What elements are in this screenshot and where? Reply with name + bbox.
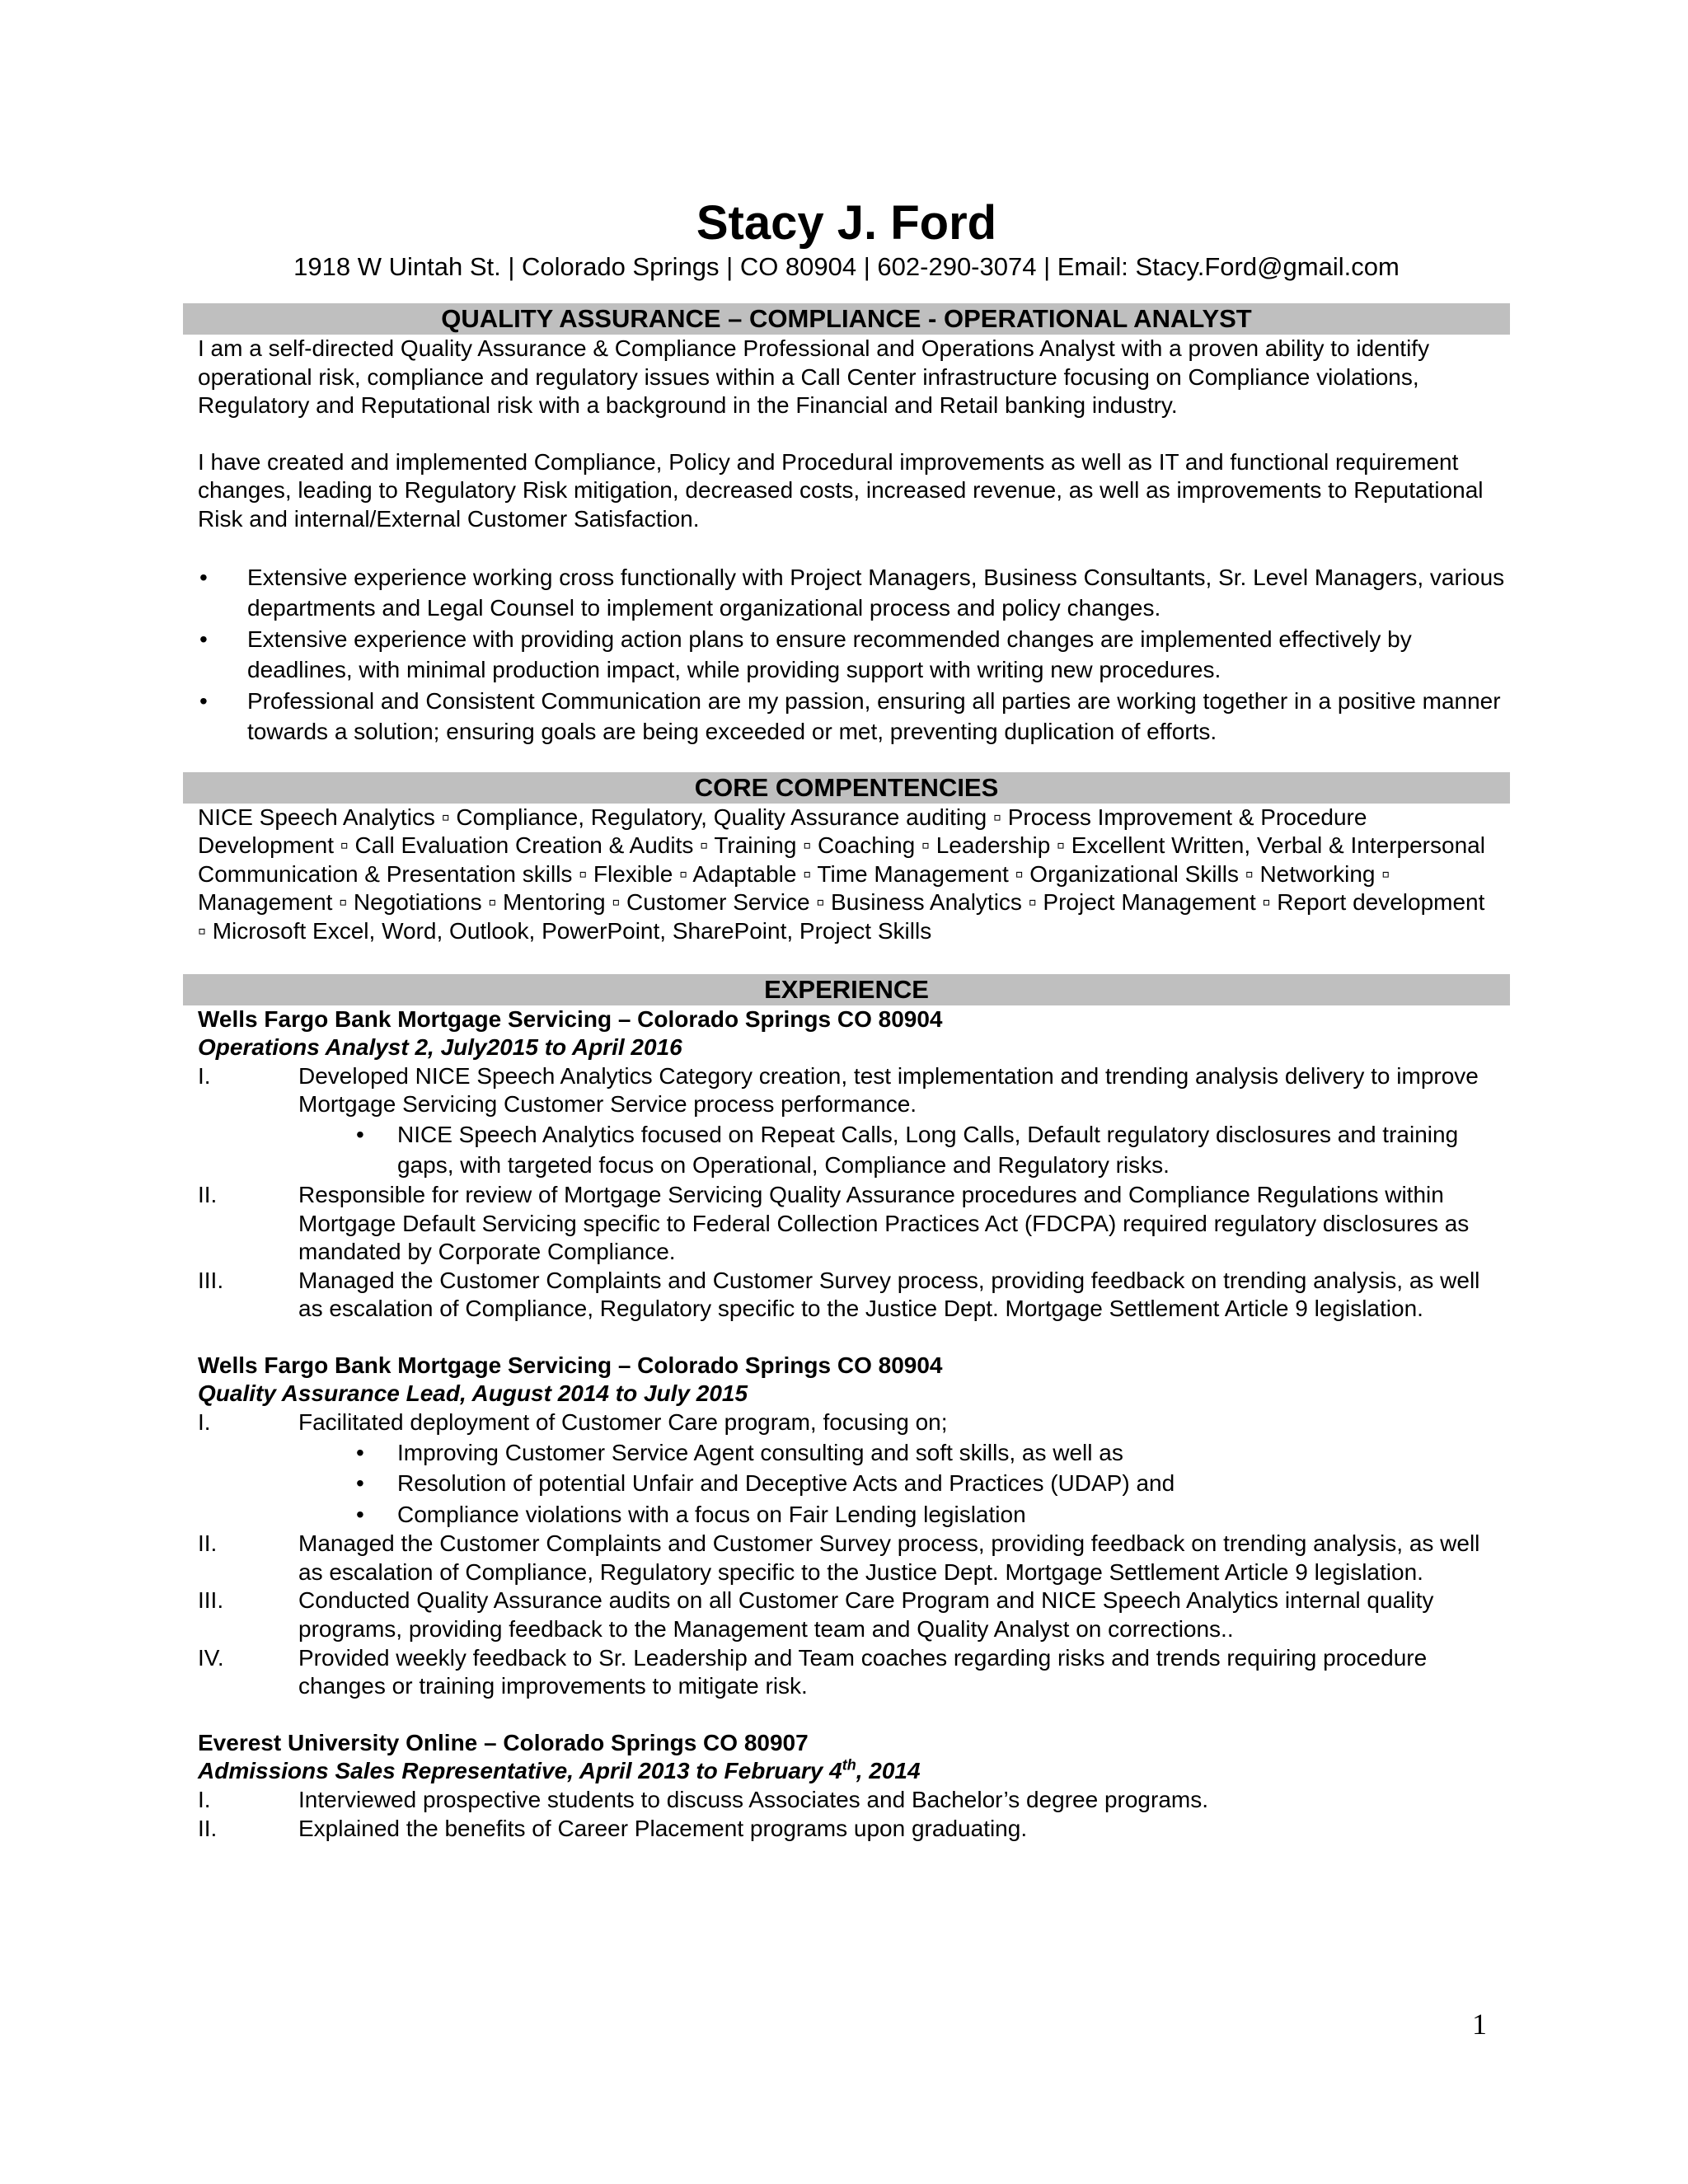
- item-text: Facilitated deployment of Customer Care program, focusing on;: [298, 1409, 948, 1436]
- item-text: Managed the Customer Complaints and Customer Survey process, providing feedback on trending analysis, as well as escalation of Compliance, Regulatory specific to the Justice Dept. Mortgage Settlement Article 9 legislation.: [298, 1530, 1480, 1585]
- item-number: I.: [198, 1786, 211, 1812]
- bullet-icon: •: [356, 1121, 364, 1147]
- summary-bullet: [183, 562, 1510, 624]
- bullet-icon: •: [199, 626, 208, 652]
- page-number: 1: [1472, 2008, 1487, 2041]
- job-item: [183, 1181, 1510, 1267]
- item-number: IV.: [198, 1644, 224, 1671]
- item-text: Provided weekly feedback to Sr. Leadership and Team coaches regarding risks and trends requiring procedure changes or training improvements to mitigate risk.: [298, 1644, 1428, 1699]
- bullet-icon: •: [356, 1470, 364, 1497]
- item-text: Explained the benefits of Career Placement programs upon graduating.: [298, 1815, 1028, 1841]
- job-item: [183, 1267, 1510, 1324]
- summary-bullet-text: Extensive experience working cross functionally with Project Managers, Business Consultants, Sr. Level Managers, various departments and Legal Counsel to implement organizational process and policy changes.: [247, 564, 1505, 621]
- summary-bullet: [183, 624, 1510, 686]
- job-sub-bullet: [183, 1437, 1510, 1469]
- summary-bullet-list: [183, 562, 1510, 748]
- job-role: [183, 1757, 1510, 1786]
- item-number: III.: [198, 1587, 224, 1614]
- item-number: II.: [198, 1181, 218, 1207]
- competencies-text: NICE Speech Analytics ▫ Compliance, Regulatory, Quality Assurance auditing ▫ Process Improvement & Procedure Development ▫ Call Evaluation Creation & Audits ▫ Training ▫ Coaching ▫ Leadership ▫ Excellent Written, Verbal & Interpersonal Communication & Presentation skills ▫ Flexible ▫ Adaptable ▫ Time Management ▫ Organizational Skills ▫ Networking ▫ Management ▫ Negotiations ▫ Mentoring ▫ Customer Service ▫ Business Analytics ▫ Project Management ▫ Report development ▫ Microsoft Excel, Word, Outlook, PowerPoint, SharePoint, Project Skills: [198, 804, 1485, 944]
- sub-bullet-text: NICE Speech Analytics focused on Repeat Calls, Long Calls, Default regulatory disclosures and training gaps, with targeted focus on Operational, Compliance and Regulatory risks.: [397, 1121, 1459, 1179]
- item-text: Developed NICE Speech Analytics Category creation, test implementation and trending analysis delivery to improve Mortgage Servicing Customer Service process performance.: [298, 1062, 1479, 1118]
- job-sub-bullet: [183, 1468, 1510, 1499]
- sub-bullet-text: Compliance violations with a focus on Fair Lending legislation: [397, 1501, 1026, 1527]
- job-employer: Wells Fargo Bank Mortgage Servicing – Colorado Springs CO 80904: [198, 1352, 943, 1378]
- competencies-heading: CORE COMPENTENCIES: [183, 772, 1510, 804]
- role-text-end: , 2014: [856, 1758, 921, 1784]
- job-item: [183, 1062, 1510, 1119]
- item-text: Interviewed prospective students to discuss Associates and Bachelor’s degree programs.: [298, 1786, 1209, 1812]
- summary-heading: QUALITY ASSURANCE – COMPLIANCE - OPERATIONAL ANALYST: [183, 303, 1510, 335]
- bullet-icon: •: [356, 1439, 364, 1465]
- sub-bullet-text: Resolution of potential Unfair and Deceptive Acts and Practices (UDAP) and: [397, 1470, 1175, 1497]
- job-item: [183, 1530, 1510, 1586]
- job-employer: Everest University Online – Colorado Springs CO 80907: [198, 1729, 809, 1755]
- item-text: Managed the Customer Complaints and Customer Survey process, providing feedback on trending analysis, as well as escalation of Compliance, Regulatory specific to the Justice Dept. Mortgage Settlement Article 9 legislation.: [298, 1267, 1480, 1322]
- bullet-icon: •: [356, 1501, 364, 1527]
- job-role: Operations Analyst 2, July2015 to April 2016: [198, 1034, 682, 1061]
- job-item: [183, 1815, 1510, 1844]
- contact-line: 1918 W Uintah St. | Colorado Springs | CO 80904 | 602-290-3074 | Email: Stacy.Ford@gmail.com: [293, 252, 1400, 281]
- item-text: Conducted Quality Assurance audits on all Customer Care Program and NICE Speech Analytics internal quality programs, providing feedback to the Management team and Quality Analyst on corrections..: [298, 1587, 1434, 1642]
- item-number: I.: [198, 1062, 211, 1089]
- summary-bullet: [183, 686, 1510, 748]
- candidate-name: Stacy J. Ford: [696, 196, 997, 250]
- summary-paragraph-1: I am a self-directed Quality Assurance & Compliance Professional and Operations Analyst with a proven ability to identify operational risk, compliance and regulatory issues within a Call Center infrastructure focusing on Compliance violations, Regulatory and Reputational risk with a background in the Financial and Retail banking industry.: [198, 335, 1430, 419]
- bullet-icon: •: [199, 687, 208, 714]
- role-text: Admissions Sales Representative, April 2013 to February 4: [198, 1758, 842, 1784]
- job-role: Quality Assurance Lead, August 2014 to July 2015: [198, 1380, 748, 1407]
- job-item: [183, 1586, 1510, 1643]
- item-number: II.: [198, 1815, 218, 1841]
- role-ordinal-suffix: th: [842, 1756, 856, 1774]
- bullet-icon: •: [199, 564, 208, 590]
- job-sub-bullet: [183, 1119, 1510, 1181]
- job-item: [183, 1408, 1510, 1437]
- experience-heading: EXPERIENCE: [183, 974, 1510, 1005]
- job-sub-bullet: [183, 1499, 1510, 1530]
- item-number: III.: [198, 1267, 224, 1293]
- item-text: Responsible for review of Mortgage Servicing Quality Assurance procedures and Compliance Regulations within Mortgage Default Servicing specific to Federal Collection Practices Act (FDCPA) required regulatory disclosures as mandated by Corporate Compliance.: [298, 1181, 1470, 1265]
- job-item: [183, 1644, 1510, 1701]
- sub-bullet-text: Improving Customer Service Agent consulting and soft skills, as well as: [397, 1439, 1123, 1465]
- job-employer: Wells Fargo Bank Mortgage Servicing – Colorado Springs CO 80904: [198, 1005, 943, 1032]
- job-item: [183, 1786, 1510, 1815]
- summary-paragraph-2: I have created and implemented Compliance, Policy and Procedural improvements as well as IT and functional requirement changes, leading to Regulatory Risk mitigation, decreased costs, increased revenue, as well as improvements to Reputational Risk and internal/External Customer Satisfaction.: [198, 448, 1484, 532]
- summary-bullet-text: Professional and Consistent Communication are my passion, ensuring all parties are working together in a positive manner towards a solution; ensuring goals are being exceeded or met, preventing duplication of efforts.: [247, 687, 1501, 745]
- item-number: II.: [198, 1530, 218, 1557]
- item-number: I.: [198, 1409, 211, 1436]
- resume-page: [183, 196, 1510, 1843]
- summary-bullet-text: Extensive experience with providing action plans to ensure recommended changes are implemented effectively by deadlines, with minimal production impact, while providing support with writing new procedures.: [247, 626, 1412, 683]
